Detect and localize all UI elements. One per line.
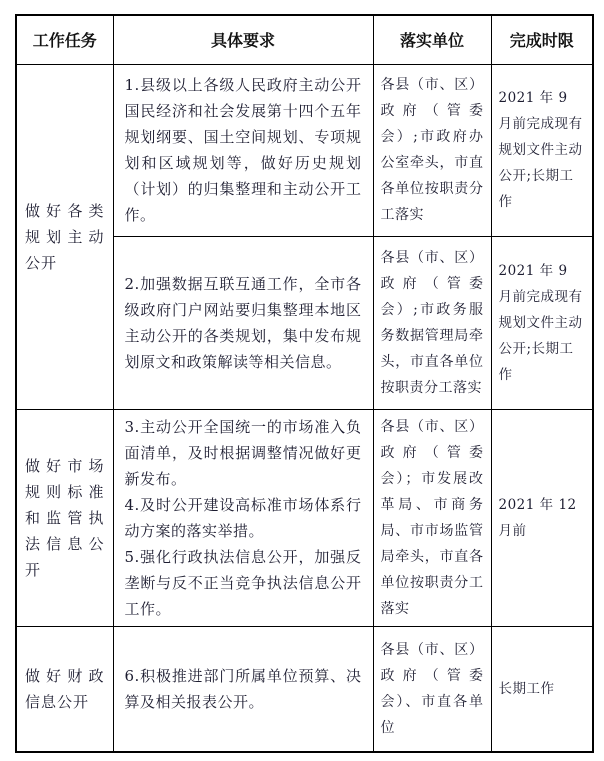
requirement-cell [113, 409, 373, 626]
requirement-cell [113, 236, 373, 409]
requirement-item: 5.强化行政执法信息公开，加强反垄断与反不正当竞争执法信息公开工作。 [124, 547, 362, 618]
requirement-item: 1.县级以上各级人民政府主动公开国民经济和社会发展第十四个五年规划纲要、国土空间规划、专项规划和区域规划等，做好历史规划（计划）的归集整理和主动公开工作。 [124, 76, 362, 224]
deadline-cell: 2021 年 12 月前 [491, 409, 593, 626]
deadline-cell: 2021 年 9 月前完成现有规划文件主动公开;长期工作 [491, 236, 593, 409]
header-cell-deadline: 完成时限 [491, 15, 593, 64]
table-row [16, 626, 593, 752]
unit-cell: 各县（市、区）政府（管委会）;市政务服务数据管理局牵头，市直各单位按职责分工落实 [373, 236, 491, 409]
deadline-cell: 长期工作 [491, 626, 593, 752]
header-cell-requirements: 具体要求 [113, 15, 373, 64]
header-row [16, 15, 593, 64]
requirement-cell [113, 64, 373, 236]
task-cell-market-regulation: 做好市场规则标准和监管执法信息公开 [16, 409, 113, 626]
task-cell-planning-disclosure: 做好各类规划主动公开 [16, 64, 113, 409]
unit-cell: 各县（市、区）政府（管委会）；市发展改革局、市商务局、市市场监管局牵头，市直各单位按职责分工落实 [373, 409, 491, 626]
requirement-item: 4.及时公开建设高标准市场体系行动方案的落实举措。 [124, 495, 362, 540]
table-row [16, 409, 593, 626]
table-row [16, 64, 593, 236]
header-cell-unit: 落实单位 [373, 15, 491, 64]
requirement-item: 2.加强数据互联互通工作，全市各级政府门户网站要归集整理本地区主动公开的各类规划，集中发布规划原文和政策解读等相关信息。 [124, 274, 362, 371]
requirement-item: 6.积极推进部门所属单位预算、决算及相关报表公开。 [124, 666, 362, 711]
deadline-cell: 2021 年 9 月前完成现有规划文件主动公开;长期工作 [491, 64, 593, 236]
unit-cell: 各县（市、区）政府（管委会）;市政府办公室牵头，市直各单位按职责分工落实 [373, 64, 491, 236]
unit-cell: 各县（市、区）政府（管委会）、市直各单位 [373, 626, 491, 752]
requirement-item: 3.主动公开全国统一的市场准入负面清单，及时根据调整情况做好更新发布。 [124, 417, 362, 488]
work-task-table [15, 14, 594, 753]
requirement-cell [113, 626, 373, 752]
task-cell-fiscal-disclosure: 做好财政信息公开 [16, 626, 113, 752]
header-cell-task: 工作任务 [16, 15, 113, 64]
